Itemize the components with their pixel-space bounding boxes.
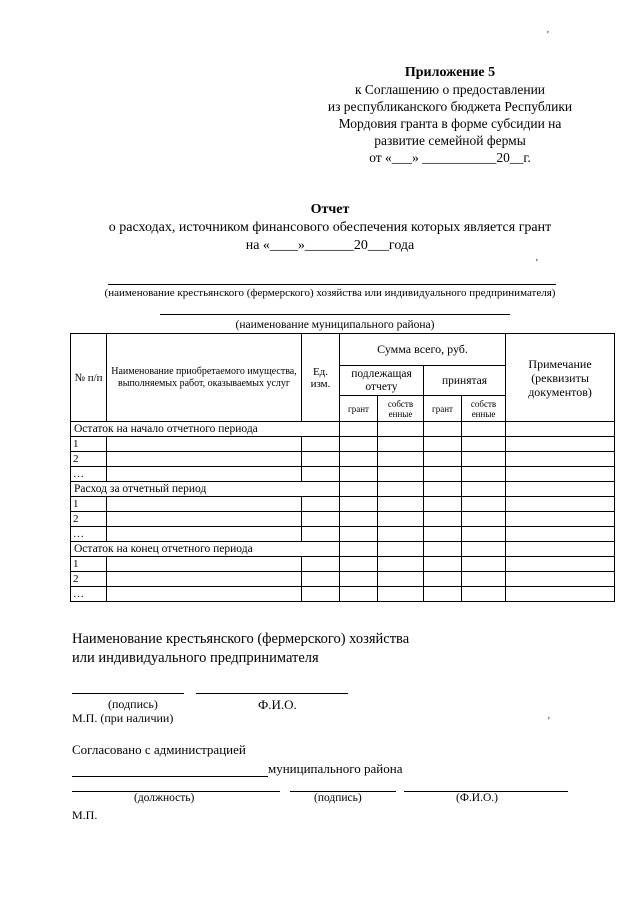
table-row xyxy=(71,452,615,467)
table-cell[interactable] xyxy=(506,422,615,437)
table-cell[interactable] xyxy=(462,497,506,512)
table-cell[interactable] xyxy=(378,422,424,437)
table-cell[interactable] xyxy=(107,437,302,452)
table-cell[interactable] xyxy=(506,512,615,527)
table-cell[interactable] xyxy=(506,437,615,452)
table-cell[interactable] xyxy=(340,497,378,512)
district-caption: (наименование муниципального района) xyxy=(235,319,435,331)
table-cell[interactable] xyxy=(302,512,340,527)
fio-line[interactable] xyxy=(196,693,348,694)
table-cell[interactable] xyxy=(340,557,378,572)
report-table xyxy=(70,333,615,602)
table-cell[interactable] xyxy=(107,572,302,587)
table-cell[interactable] xyxy=(107,512,302,527)
table-cell[interactable] xyxy=(462,572,506,587)
table-cell[interactable] xyxy=(340,527,378,542)
table-cell[interactable] xyxy=(107,452,302,467)
table-cell[interactable] xyxy=(424,527,462,542)
farm-name-line-1: Наименование крестьянского (фермерского) хозяйства xyxy=(72,631,410,647)
fio-caption: Ф.И.О. xyxy=(258,697,297,712)
table-cell[interactable] xyxy=(340,482,378,497)
table-cell[interactable] xyxy=(424,587,462,602)
table-cell[interactable] xyxy=(378,497,424,512)
table-cell[interactable] xyxy=(506,587,615,602)
table-cell[interactable] xyxy=(424,557,462,572)
row-num: 2 xyxy=(71,452,107,467)
table-row xyxy=(71,437,615,452)
table-cell[interactable] xyxy=(302,452,340,467)
table-cell[interactable] xyxy=(302,527,340,542)
report-heading xyxy=(60,201,600,255)
table-cell[interactable] xyxy=(302,497,340,512)
header-grant: грант xyxy=(340,396,378,422)
section-title: Остаток на начало отчетного периода xyxy=(71,422,340,437)
table-cell[interactable] xyxy=(340,587,378,602)
signature-caption: (подпись) xyxy=(108,697,158,711)
signature2-caption: (подпись) xyxy=(314,792,362,804)
table-cell[interactable] xyxy=(378,452,424,467)
fio2-caption: (Ф.И.О.) xyxy=(456,792,498,804)
row-num: … xyxy=(71,527,107,542)
table-row xyxy=(71,527,615,542)
signature-line[interactable] xyxy=(72,693,184,694)
table-cell[interactable] xyxy=(378,467,424,482)
table-cell[interactable] xyxy=(462,587,506,602)
table-cell[interactable] xyxy=(462,542,506,557)
header-own: собств енные xyxy=(378,396,424,422)
table-cell[interactable] xyxy=(462,467,506,482)
position-caption: (должность) xyxy=(134,792,195,804)
table-cell[interactable] xyxy=(424,452,462,467)
report-title: Отчет xyxy=(310,202,350,217)
row-num: 1 xyxy=(71,497,107,512)
table-cell[interactable] xyxy=(107,527,302,542)
stray-mark: ' xyxy=(536,258,538,269)
header-accepted: принятая xyxy=(424,366,506,396)
table-cell[interactable] xyxy=(107,557,302,572)
table-cell[interactable] xyxy=(506,467,615,482)
table-cell[interactable] xyxy=(378,572,424,587)
stamp-optional: М.П. (при наличии) xyxy=(72,711,174,725)
table-cell[interactable] xyxy=(462,437,506,452)
section-title: Расход за отчетный период xyxy=(71,482,340,497)
header-num: № п/п xyxy=(71,334,107,422)
table-cell[interactable] xyxy=(302,467,340,482)
table-cell[interactable] xyxy=(424,542,462,557)
header-own: собств енные xyxy=(462,396,506,422)
appendix-line: из республиканского бюджета Республики xyxy=(327,99,573,114)
farm-name-block xyxy=(72,630,409,668)
header-sum: Сумма всего, руб. xyxy=(340,334,506,366)
district-suffix: муниципального района xyxy=(268,761,403,776)
appendix-line: Мордовия гранта в форме субсидии на xyxy=(338,116,562,131)
table-cell[interactable] xyxy=(506,482,615,497)
stamp-label: М.П. xyxy=(72,808,98,822)
row-num: 1 xyxy=(71,557,107,572)
table-cell[interactable] xyxy=(340,422,378,437)
table-cell[interactable] xyxy=(302,587,340,602)
table-cell[interactable] xyxy=(462,482,506,497)
table-cell[interactable] xyxy=(378,587,424,602)
header-unit: Ед. изм. xyxy=(302,334,340,422)
header-name: Наименование приобретаемого имущества, выполняемых работ, оказываемых услуг xyxy=(107,334,302,422)
table-cell[interactable] xyxy=(378,512,424,527)
table-cell[interactable] xyxy=(302,437,340,452)
table-cell[interactable] xyxy=(107,497,302,512)
table-cell[interactable] xyxy=(378,482,424,497)
table-cell[interactable] xyxy=(424,512,462,527)
table-cell[interactable] xyxy=(340,542,378,557)
table-cell[interactable] xyxy=(506,527,615,542)
report-subtitle: о расходах, источником финансового обеспечения которых является грант xyxy=(108,220,552,235)
table-cell[interactable] xyxy=(107,587,302,602)
appendix-date-line: от «___» ___________20__г. xyxy=(369,150,531,165)
table-cell[interactable] xyxy=(340,437,378,452)
table-cell[interactable] xyxy=(302,572,340,587)
table-cell[interactable] xyxy=(302,557,340,572)
table-row xyxy=(71,512,615,527)
table-cell[interactable] xyxy=(340,512,378,527)
table-cell[interactable] xyxy=(506,557,615,572)
table-cell[interactable] xyxy=(506,497,615,512)
appendix-title: Приложение 5 xyxy=(404,65,496,80)
table-cell[interactable] xyxy=(340,467,378,482)
report-date-line: на «____»_______20___года xyxy=(245,238,415,253)
table-row xyxy=(71,497,615,512)
header-note: Примечание (реквизиты документов) xyxy=(506,334,615,422)
row-num: 2 xyxy=(71,572,107,587)
stray-mark: ' xyxy=(548,716,550,727)
table-cell[interactable] xyxy=(424,482,462,497)
stray-mark: ' xyxy=(547,30,549,41)
agreed-label: Согласовано с администрацией xyxy=(72,742,246,757)
table-cell[interactable] xyxy=(424,422,462,437)
row-num: … xyxy=(71,587,107,602)
table-cell[interactable] xyxy=(462,527,506,542)
table-cell[interactable] xyxy=(424,497,462,512)
row-num: … xyxy=(71,467,107,482)
table-cell[interactable] xyxy=(462,452,506,467)
table-cell[interactable] xyxy=(378,437,424,452)
table-cell[interactable] xyxy=(424,467,462,482)
section-title: Остаток на конец отчетного периода xyxy=(71,542,340,557)
table-cell[interactable] xyxy=(424,437,462,452)
table-cell[interactable] xyxy=(462,512,506,527)
farm-caption: (наименование крестьянского (фермерского) хозяйства или индивидуального предпринимателя) xyxy=(104,287,556,299)
table-cell[interactable] xyxy=(506,452,615,467)
table-cell[interactable] xyxy=(340,572,378,587)
table-row xyxy=(71,557,615,572)
table-row xyxy=(71,587,615,602)
farm-name-line[interactable] xyxy=(108,284,556,285)
appendix-line: к Соглашению о предоставлении xyxy=(354,82,546,97)
table-cell[interactable] xyxy=(378,542,424,557)
table-cell[interactable] xyxy=(107,467,302,482)
table-cell[interactable] xyxy=(506,572,615,587)
header-to-account: подлежащая отчету xyxy=(340,366,424,396)
district-admin-line[interactable] xyxy=(72,776,268,777)
farm-name-line-2: или индивидуального предпринимателя xyxy=(72,650,319,666)
table-cell[interactable] xyxy=(424,572,462,587)
table-row xyxy=(71,467,615,482)
appendix-line: развитие семейной фермы xyxy=(374,133,526,148)
appendix-block xyxy=(300,64,600,166)
header-grant: грант xyxy=(424,396,462,422)
district-line[interactable] xyxy=(160,314,510,315)
table-cell[interactable] xyxy=(462,557,506,572)
row-num: 1 xyxy=(71,437,107,452)
table-row xyxy=(71,572,615,587)
table-cell[interactable] xyxy=(378,527,424,542)
table-cell[interactable] xyxy=(378,557,424,572)
table-cell[interactable] xyxy=(340,452,378,467)
table-cell[interactable] xyxy=(506,542,615,557)
row-num: 2 xyxy=(71,512,107,527)
table-cell[interactable] xyxy=(462,422,506,437)
